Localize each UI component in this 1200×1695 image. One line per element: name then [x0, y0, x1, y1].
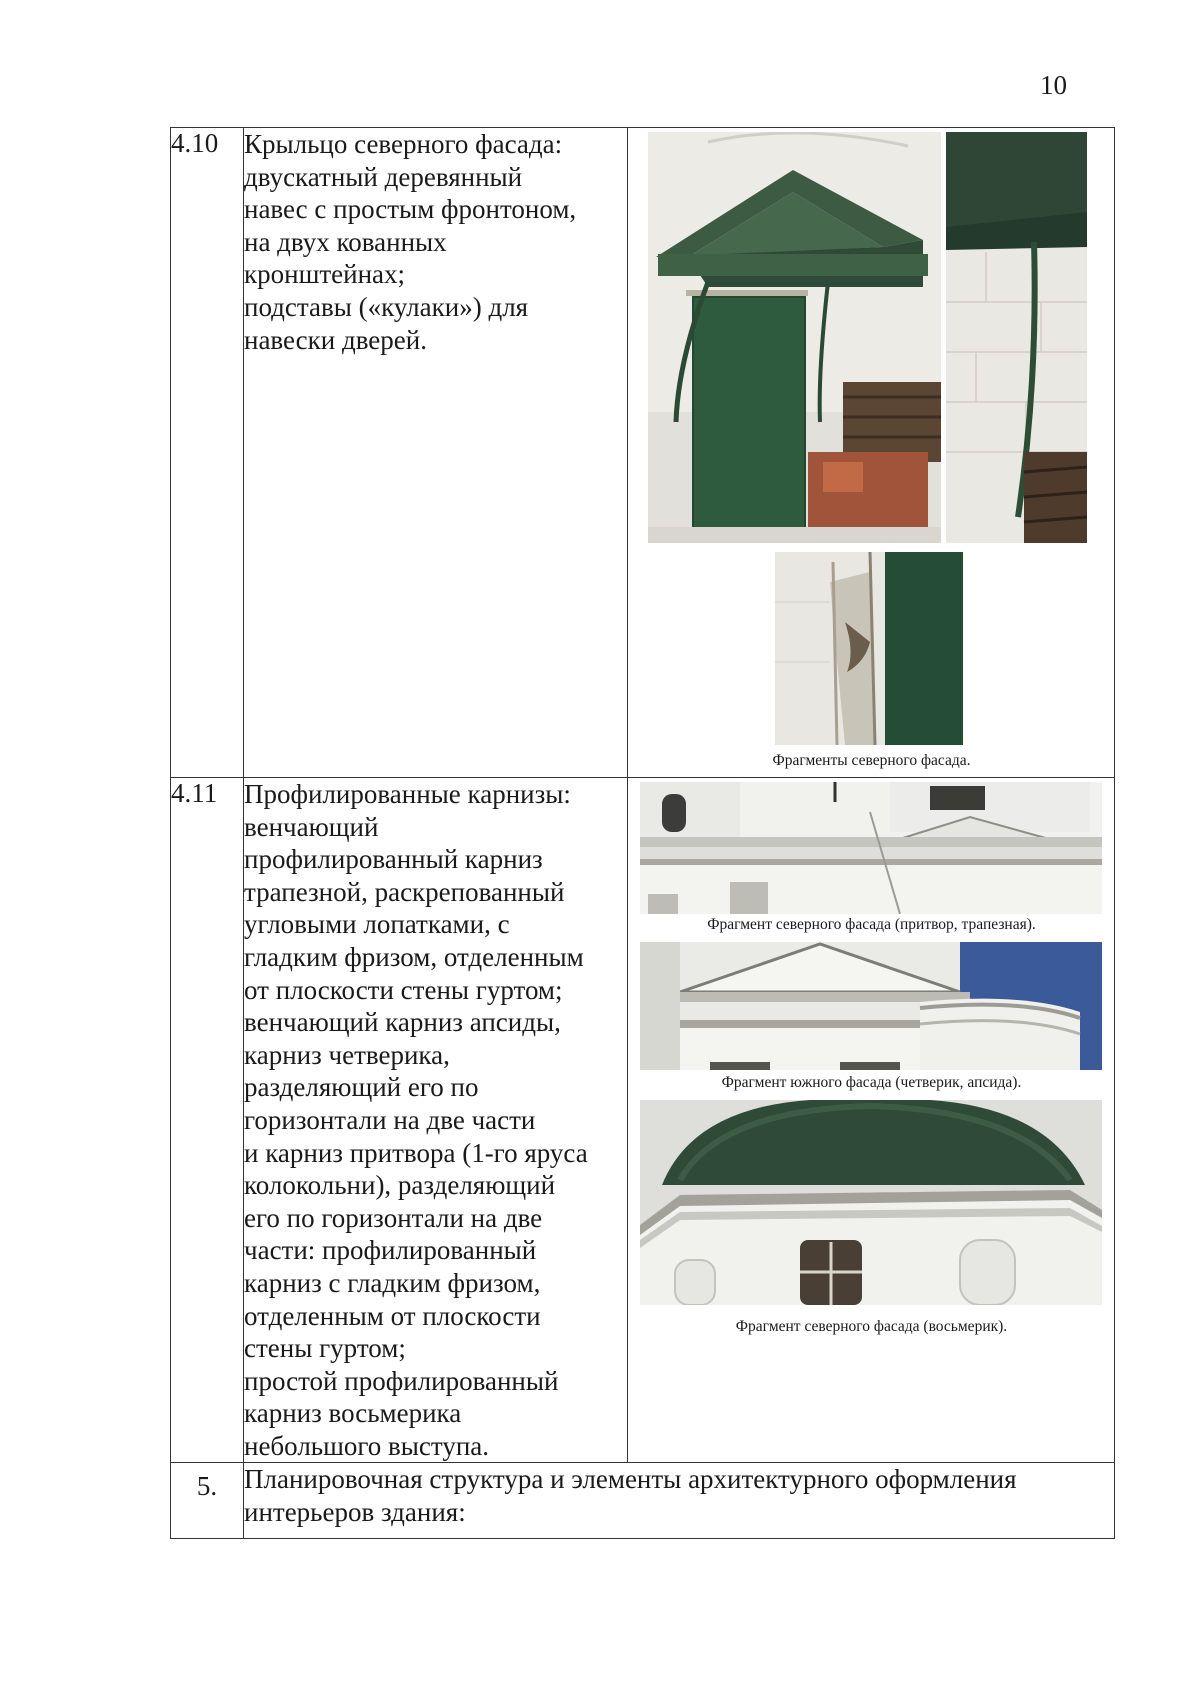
- description-line: его по горизонтали на две: [244, 1202, 543, 1233]
- description-line: профилированный карниз: [244, 844, 543, 875]
- row-description: [244, 128, 628, 778]
- description-line: Профилированные карнизы:: [244, 779, 571, 809]
- description-line: интерьеров здания:: [244, 1497, 466, 1528]
- description-line: подставы («кулаки») для: [244, 291, 529, 322]
- description-line: венчающий карниз апсиды,: [244, 1007, 561, 1038]
- description-line: навески дверей.: [244, 324, 427, 355]
- row-photos: [628, 778, 1115, 1463]
- row-number: 5.: [171, 1463, 244, 1539]
- description-line: отделенным от плоскости: [244, 1300, 541, 1331]
- north-facade-octagon-photo: [640, 1100, 1102, 1305]
- row-number: 4.11: [171, 778, 244, 1463]
- description-line: венчающий: [244, 811, 379, 842]
- description-line: гладким фризом, отделенным: [244, 941, 584, 972]
- table-row: [171, 128, 1115, 778]
- row-description: [244, 1463, 1115, 1539]
- north-facade-refectory-photo: [640, 782, 1102, 914]
- photo-caption: Фрагмент южного фасада (четверик, апсида).: [721, 1074, 1022, 1091]
- description-line: трапезной, раскрепованный: [244, 876, 565, 907]
- description-line: карниз с гладким фризом,: [244, 1267, 541, 1298]
- row-description: [244, 778, 628, 1463]
- photo-caption: Фрагменты северного фасада.: [772, 752, 971, 769]
- description-line: и карниз притвора (1-го яруса: [244, 1137, 588, 1168]
- description-line: разделяющий его по: [244, 1072, 479, 1103]
- row-photos: [628, 128, 1115, 778]
- row-number: 4.10: [171, 128, 244, 778]
- description-line: Крыльцо северного фасада:: [244, 129, 563, 159]
- description-line: карниз восьмерика: [244, 1398, 462, 1429]
- south-facade-apse-photo: [640, 942, 1102, 1070]
- description-line: горизонтали на две части: [244, 1104, 536, 1135]
- description-line: от плоскости стены гуртом;: [244, 974, 563, 1005]
- photo-caption: Фрагмент северного фасада (притвор, трапезная).: [707, 916, 1036, 933]
- porch-canopy-photo: [648, 132, 941, 543]
- description-line: небольшого выступа.: [244, 1430, 490, 1461]
- description-line: стены гуртом;: [244, 1333, 406, 1364]
- description-line: на двух кованных: [244, 226, 447, 257]
- door-hinge-photo: [775, 552, 963, 745]
- description-line: колокольни), разделяющий: [244, 1170, 556, 1201]
- photo-caption: Фрагмент северного фасада (восьмерик).: [735, 1318, 1008, 1335]
- table-row: [171, 1463, 1115, 1539]
- description-line: навес с простым фронтоном,: [244, 194, 577, 225]
- monument-elements-table: [170, 127, 1115, 1539]
- table-row: [171, 778, 1115, 1463]
- description-line: Планировочная структура и элементы архитектурного оформления: [244, 1464, 1017, 1495]
- page-number: 10: [1040, 70, 1067, 100]
- description-line: кронштейнах;: [244, 259, 406, 290]
- description-line: угловыми лопатками, с: [244, 909, 510, 940]
- description-line: карниз четверика,: [244, 1039, 450, 1070]
- description-line: двускатный деревянный: [244, 161, 523, 192]
- bracket-detail-photo: [946, 132, 1087, 543]
- description-line: части: профилированный: [244, 1235, 537, 1266]
- description-line: простой профилированный: [244, 1365, 559, 1396]
